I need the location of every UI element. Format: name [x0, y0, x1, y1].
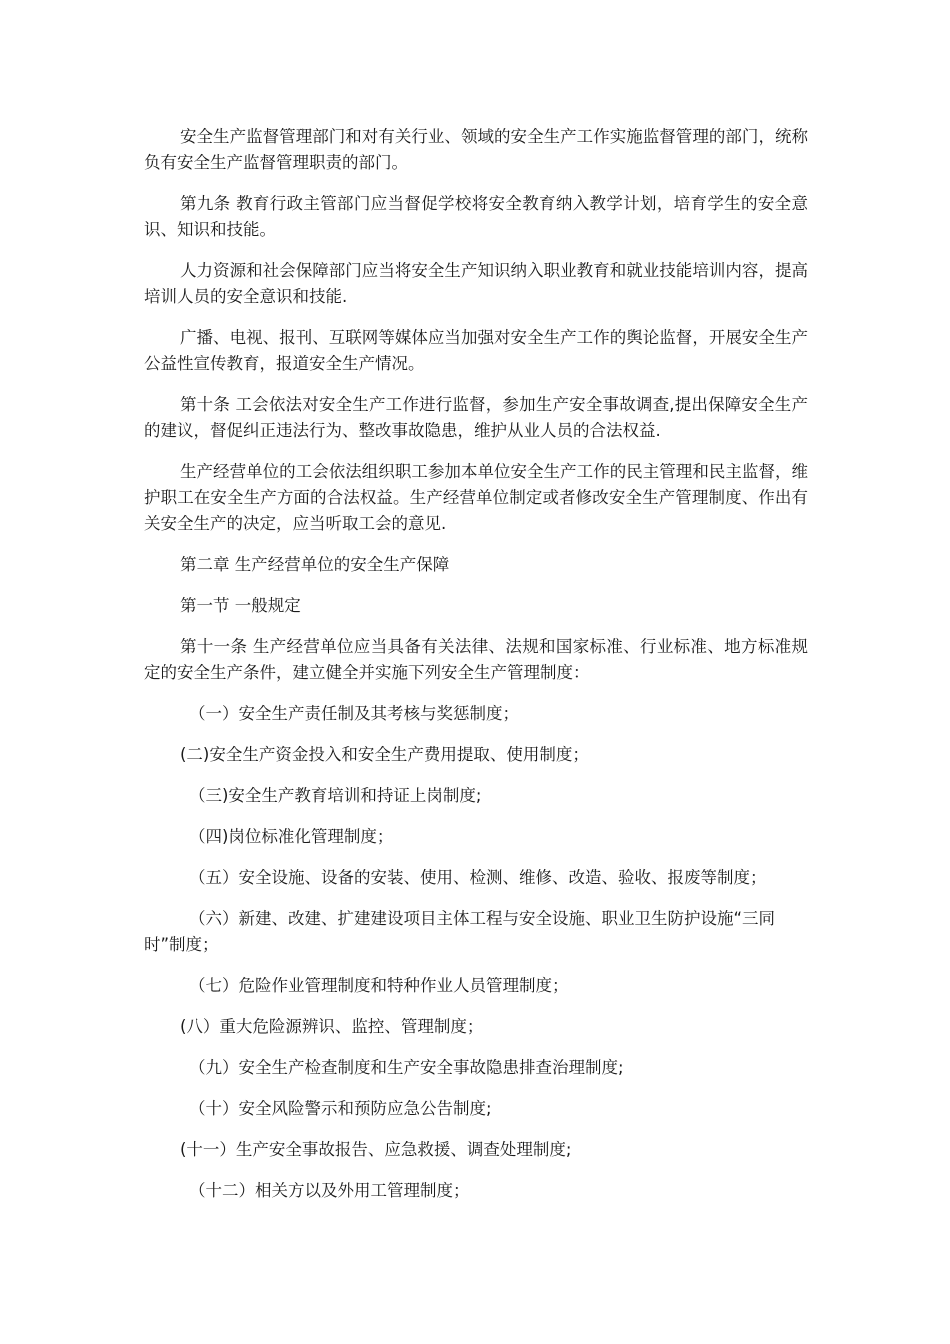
paragraph-article-9: 第九条 教育行政主管部门应当督促学校将安全教育纳入教学计划，培育学生的安全意识、知识和技能。	[144, 194, 808, 239]
list-item: （五）安全设施、设备的安装、使用、检测、维修、改造、验收、报废等制度；	[189, 868, 767, 887]
list-item: (二)安全生产资金投入和安全生产费用提取、使用制度；	[180, 745, 589, 764]
list-item: （七）危险作业管理制度和特种作业人员管理制度；	[189, 976, 569, 995]
list-item: （三)安全生产教育培训和持证上岗制度;	[189, 786, 482, 805]
list-item: （六）新建、改建、扩建建设项目主体工程与安全设施、职业卫生防护设施“三同时”制度；	[144, 909, 776, 954]
list-item: （十二）相关方以及外用工管理制度；	[189, 1181, 470, 1200]
list-item: （十）安全风险警示和预防应急公告制度;	[189, 1099, 492, 1118]
list-item: （九）安全生产检查制度和生产安全事故隐患排查治理制度;	[189, 1058, 624, 1077]
paragraph: 安全生产监督管理部门和对有关行业、领域的安全生产工作实施监督管理的部门，统称负有安全生产监督管理职责的部门。	[144, 127, 808, 172]
list-item: (八）重大危险源辨识、监控、管理制度；	[180, 1017, 484, 1036]
document-body	[144, 124, 808, 1219]
paragraph-article-11: 第十一条 生产经营单位应当具备有关法律、法规和国家标准、行业标准、地方标准规定的安全生产条件，建立健全并实施下列安全生产管理制度：	[144, 637, 808, 682]
paragraph: 广播、电视、报刊、互联网等媒体应当加强对安全生产工作的舆论监督，开展安全生产公益性宣传教育，报道安全生产情况。	[144, 328, 808, 373]
list-item: （一）安全生产责任制及其考核与奖惩制度；	[189, 704, 519, 723]
list-item: (十一）生产安全事故报告、应急救援、调查处理制度;	[180, 1140, 572, 1159]
section-heading: 第一节 一般规定	[180, 596, 301, 615]
paragraph: 生产经营单位的工会依法组织职工参加本单位安全生产工作的民主管理和民主监督，维护职工在安全生产方面的合法权益。生产经营单位制定或者修改安全生产管理制度、作出有关安全生产的决定，应当听取工会的意见.	[144, 462, 808, 533]
chapter-heading: 第二章 生产经营单位的安全生产保障	[180, 555, 450, 574]
paragraph-article-10: 第十条 工会依法对安全生产工作进行监督，参加生产安全事故调查,提出保障安全生产的建议，督促纠正违法行为、整改事故隐患，维护从业人员的合法权益.	[144, 395, 808, 440]
paragraph: 人力资源和社会保障部门应当将安全生产知识纳入职业教育和就业技能培训内容，提高培训人员的安全意识和技能.	[144, 261, 808, 306]
list-item: （四)岗位标准化管理制度；	[189, 827, 394, 846]
